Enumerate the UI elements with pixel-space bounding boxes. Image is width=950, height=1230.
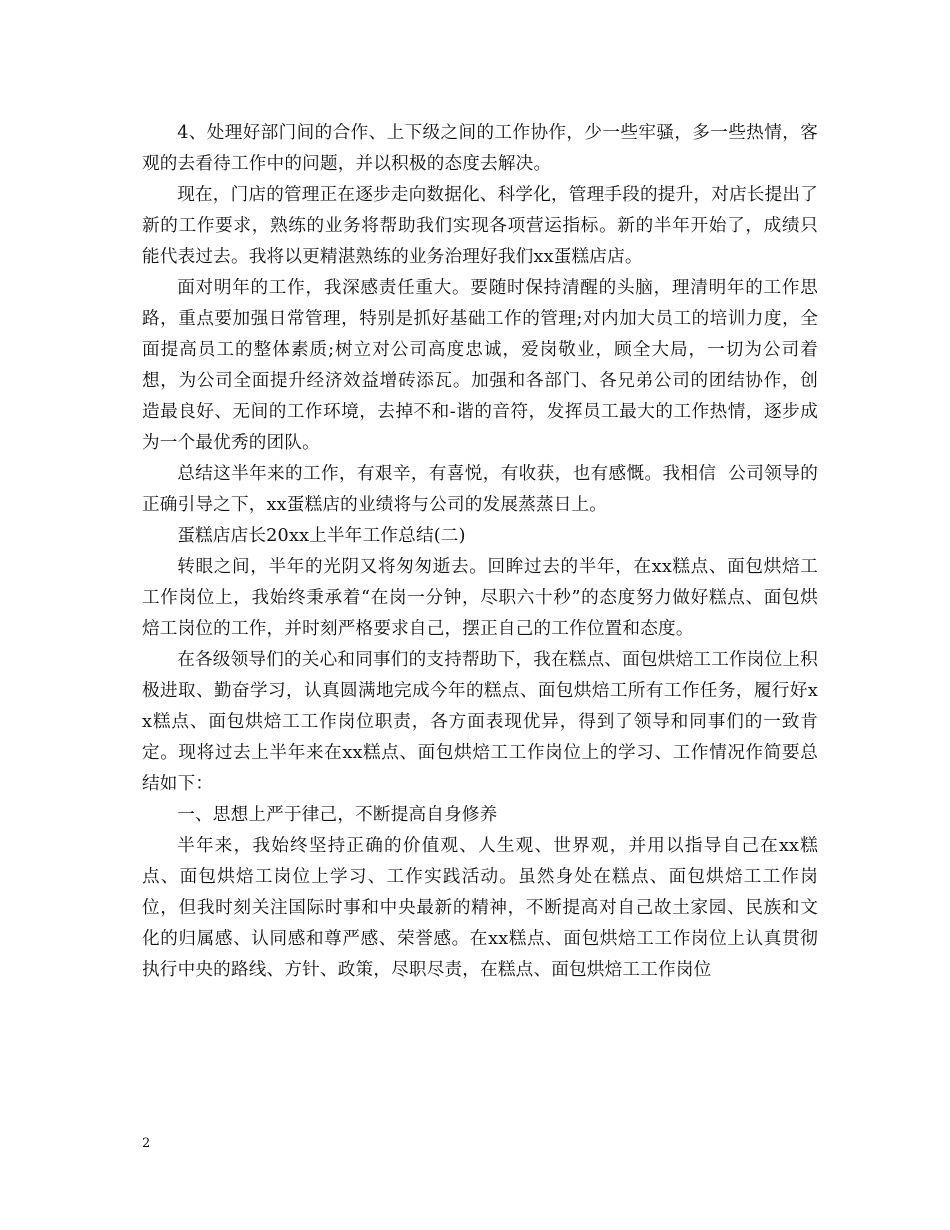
subsection-heading-1: 一、思想上严于律己，不断提高自身修养 bbox=[177, 805, 498, 825]
paragraph-3: 面对明年的工作，我深感责任重大。要随时保持清醒的头脑，理清明年的工作思路，重点要加强日常管理，特别是抓好基础工作的管理;对内加大员工的培训力度，全面提高员工的整体素质;树立对公司高度忠诚，爱岗敬业，顾全大局，一切为公司着想，为公司全面提升经济效益增砖添瓦。加强和各部门、各兄弟公司的团结协作，创造最良好、无间的工作环境，去掉不和-谐的音符，发挥员工最大的工作热情，逐步成为一个最优秀的团队。 bbox=[142, 278, 818, 453]
paragraph-5: 转眼之间，半年的光阴又将匆匆逝去。回眸过去的半年，在xx糕点、面包烘焙工工作岗位上，我始终秉承着“在岗一分钟，尽职六十秒”的态度努力做好糕点、面包烘焙工岗位的工作，并时刻严格要求自己，摆正自己的工作位置和态度。 bbox=[142, 557, 818, 639]
page-number: 2 bbox=[142, 1136, 151, 1151]
paragraph-1: 4、处理好部门间的合作、上下级之间的工作协作，少一些牢骚，多一些热情，客观的去看待工作中的问题，并以积极的态度去解决。 bbox=[142, 123, 818, 174]
section-heading-2: 蛋糕店店长20xx上半年工作总结(二) bbox=[177, 526, 466, 546]
paragraph-2: 现在，门店的管理正在逐步走向数据化、科学化，管理手段的提升，对店长提出了新的工作要求，熟练的业务将帮助我们实现各项营运指标。新的半年开始了，成绩只能代表过去。我将以更精湛熟练的业务治理好我们xx蛋糕店店。 bbox=[142, 185, 818, 267]
paragraph-4: 总结这半年来的工作，有艰辛，有喜悦，有收获，也有感慨。我相信 公司领导的正确引导之下，xx蛋糕店的业绩将与公司的发展蒸蒸日上。 bbox=[142, 464, 818, 515]
paragraph-7: 半年来，我始终坚持正确的价值观、人生观、世界观，并用以指导自己在xx糕点、面包烘焙工岗位上学习、工作实践活动。虽然身处在糕点、面包烘焙工工作岗位，但我时刻关注国际时事和中央最新的精神，不断提高对自己故土家园、民族和文化的归属感、认同感和尊严感、荣誉感。在xx糕点、面包烘焙工工作岗位上认真贯彻执行中央的路线、方针、政策，尽职尽责，在糕点、面包烘焙工工作岗位 bbox=[142, 836, 818, 980]
document-body bbox=[142, 118, 818, 986]
paragraph-6: 在各级领导们的关心和同事们的支持帮助下，我在糕点、面包烘焙工工作岗位上积极进取、勤奋学习，认真圆满地完成今年的糕点、面包烘焙工所有工作任务，履行好xx糕点、面包烘焙工工作岗位职责，各方面表现优异，得到了领导和同事们的一致肯定。现将过去上半年来在xx糕点、面包烘焙工工作岗位上的学习、工作情况作简要总结如下： bbox=[142, 650, 818, 794]
